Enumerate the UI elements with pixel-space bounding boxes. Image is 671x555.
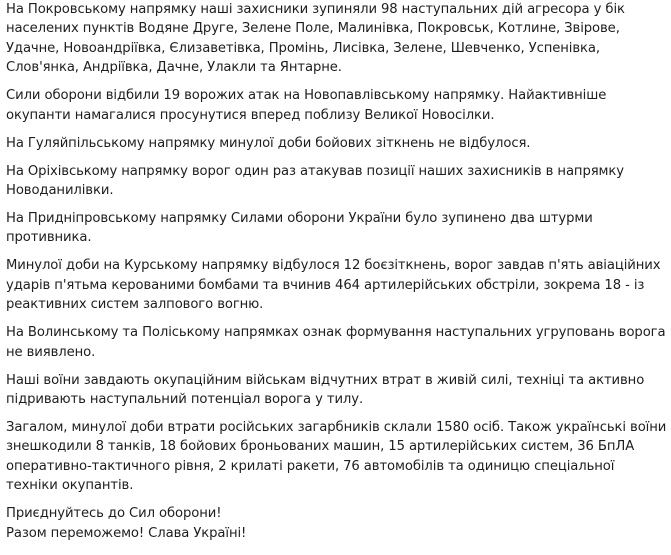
closing-slogan-line: Разом переможемо! Слава Україні! [6, 525, 247, 541]
paragraph-novopavlivka: Сили оборони відбили 19 ворожих атак на Новопавлівському напрямку. Найактивніше окупанти намагалися просунутися вперед поблизу Великої Новосілки. [6, 88, 607, 123]
paragraph-pokrovsk: На Покровському напрямку наші захисники зупиняли 98 наступальних дій агресора у бік населених пунктів Водяне Друге, Зелене Поле, Малинівка, Покровськ, Котлине, Звірове, Удачне, Новоандріївка, Єлизаветівка, Промінь, Лисівка, Зелене, Шевченко, Успенівка, Слов'янка, Андріївка, Дачне, Улакли та Янтарне. [6, 2, 625, 76]
paragraph-kursk: Минулої доби на Курському напрямку відбулося 12 боєзіткнень, ворог завдав п'ять авіаційних ударів п'ятьма керованими бомбами та вчинив 464 артилерійських обстріли, зокрема 18 - із реактивних систем залпового вогню. [6, 258, 661, 313]
paragraph-prydniprovskyi: На Придніпровському напрямку Силами оборони України було зупинено два штурми противника. [6, 211, 593, 246]
closing-join-line: Приєднуйтесь до Сил оборони! [6, 506, 222, 522]
paragraph-losses-detail: Загалом, минулої доби втрати російських загарбників склали 1580 осіб. Також українські воїни знешкодили 8 танків, 18 бойових броньованих машин, 15 артилерійських систем, 36 БпЛА оперативно-тактичного рівня, 2 крилаті ракети, 76 автомобілів та одиницю спеціальної техніки окупантів. [6, 420, 667, 494]
paragraph-orikhiv: На Оріхівському напрямку ворог один раз атакував позиції наших захисників в напрямку Новоданилівки. [6, 163, 624, 199]
post-body [6, 0, 668, 543]
paragraph-huliaipole: На Гуляйпільському напрямку минулої доби бойових зіткнень не відбулося. [6, 135, 531, 151]
paragraph-volyn-polissia: На Волинському та Поліському напрямках ознак формування наступальних угруповань ворога не виявлено. [6, 325, 666, 360]
paragraph-losses-summary: Наші воїни завдають окупаційним військам відчутних втрат в живій силі, техніці та активно підривають наступальний потенціал ворога у тилу. [6, 372, 645, 408]
